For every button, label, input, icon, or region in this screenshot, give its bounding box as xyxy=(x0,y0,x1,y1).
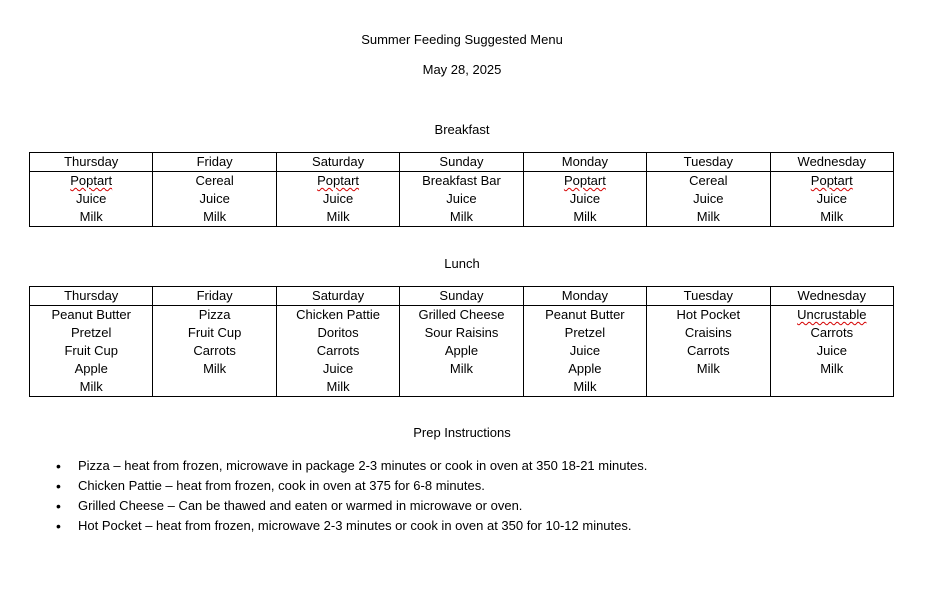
lunch-day-cell xyxy=(30,306,153,397)
menu-item-text: Milk xyxy=(326,379,350,394)
menu-item-text: Juice xyxy=(816,343,847,358)
menu-item-text: Juice xyxy=(569,343,601,358)
lunch-menu-item xyxy=(153,342,275,360)
breakfast-day-cell xyxy=(276,172,399,227)
menu-item-text: Milk xyxy=(696,209,720,224)
breakfast-day-cell xyxy=(523,172,646,227)
breakfast-day-header: Friday xyxy=(153,153,276,172)
lunch-menu-item xyxy=(647,360,769,378)
lunch-day-header: Saturday xyxy=(276,287,399,306)
breakfast-menu-item xyxy=(524,208,646,226)
menu-item-text: Milk xyxy=(203,209,227,224)
menu-item-text: Milk xyxy=(203,361,227,376)
menu-item-text: Juice xyxy=(322,361,354,376)
lunch-day-cell xyxy=(153,306,276,397)
lunch-menu-item xyxy=(30,306,152,324)
menu-item-text: Grilled Cheese xyxy=(418,307,505,322)
lunch-table xyxy=(29,286,894,397)
menu-item-text: Juice xyxy=(76,191,107,206)
breakfast-menu-item xyxy=(647,208,769,226)
lunch-day-header: Sunday xyxy=(400,287,523,306)
breakfast-menu-item xyxy=(400,208,522,226)
menu-item-text: Pretzel xyxy=(70,325,112,340)
lunch-menu-item xyxy=(771,360,893,378)
lunch-day-header: Friday xyxy=(153,287,276,306)
lunch-day-cell xyxy=(523,306,646,397)
lunch-menu-item xyxy=(30,342,152,360)
menu-item-text: Breakfast Bar xyxy=(422,173,501,188)
lunch-menu-item xyxy=(771,306,893,324)
breakfast-menu-item xyxy=(30,172,152,190)
breakfast-menu-item xyxy=(771,172,893,190)
menu-item-text: Apple xyxy=(444,343,479,358)
lunch-menu-item xyxy=(277,342,399,360)
prep-instruction-item: • Chicken Pattie – heat from frozen, cook in oven at 375 for 6-8 minutes. xyxy=(56,476,647,496)
breakfast-heading: Breakfast xyxy=(434,122,490,137)
breakfast-day-header: Tuesday xyxy=(647,153,770,172)
breakfast-table xyxy=(29,152,894,227)
menu-item-text: Carrots xyxy=(193,343,236,358)
menu-item-text: Poptart xyxy=(70,173,113,188)
lunch-menu-item xyxy=(524,378,646,396)
breakfast-day-header: Saturday xyxy=(276,153,399,172)
menu-item-text: Juice xyxy=(816,191,847,206)
breakfast-day-header: Wednesday xyxy=(770,153,893,172)
breakfast-menu-item xyxy=(647,172,769,190)
lunch-menu-item xyxy=(524,306,646,324)
lunch-menu-item xyxy=(277,378,399,396)
breakfast-items-row xyxy=(30,172,894,227)
lunch-menu-item xyxy=(277,306,399,324)
menu-item-text: Juice xyxy=(199,191,230,206)
lunch-menu-item xyxy=(30,360,152,378)
lunch-day-header: Thursday xyxy=(30,287,153,306)
menu-item-text: Milk xyxy=(820,209,844,224)
menu-item-text: Juice xyxy=(693,191,724,206)
breakfast-menu-item xyxy=(771,190,893,208)
menu-item-text: Milk xyxy=(696,361,720,376)
breakfast-menu-item xyxy=(277,208,399,226)
menu-item-text: Milk xyxy=(449,361,474,376)
lunch-day-header: Wednesday xyxy=(770,287,893,306)
menu-item-text: Sour Raisins xyxy=(424,325,499,340)
menu-item-text: Doritos xyxy=(317,325,359,340)
menu-item-text: Cereal xyxy=(689,173,728,188)
menu-item-text: Juice xyxy=(569,191,601,206)
breakfast-day-cell xyxy=(30,172,153,227)
menu-item-text: Peanut Butter xyxy=(545,307,625,322)
breakfast-day-header: Monday xyxy=(523,153,646,172)
breakfast-day-cell xyxy=(770,172,893,227)
breakfast-day-cell xyxy=(647,172,770,227)
lunch-menu-item xyxy=(400,324,522,342)
menu-item-text: Poptart xyxy=(317,173,360,188)
menu-item-text: Craisins xyxy=(684,325,732,340)
menu-item-text: Hot Pocket xyxy=(676,307,741,322)
prep-heading: Prep Instructions xyxy=(413,425,511,440)
breakfast-menu-item xyxy=(400,190,522,208)
lunch-menu-item xyxy=(30,378,152,396)
breakfast-menu-item xyxy=(30,208,152,226)
menu-item-text: Pizza xyxy=(198,307,231,322)
document-title: Summer Feeding Suggested Menu xyxy=(361,32,563,47)
menu-item-text: Poptart xyxy=(563,173,606,188)
prep-instruction-item: • Pizza – heat from frozen, microwave in package 2-3 minutes or cook in oven at 350 18-21 minutes. xyxy=(56,456,647,476)
lunch-menu-item xyxy=(524,324,646,342)
lunch-heading: Lunch xyxy=(444,256,480,271)
breakfast-menu-item xyxy=(400,172,522,190)
breakfast-menu-item xyxy=(153,190,275,208)
breakfast-menu-item xyxy=(153,172,275,190)
lunch-menu-item xyxy=(400,306,522,324)
prep-instructions-list xyxy=(56,456,647,536)
prep-instruction-item: • Grilled Cheese – Can be thawed and eaten or warmed in microwave or oven. xyxy=(56,496,647,516)
menu-item-text: Poptart xyxy=(810,173,853,188)
lunch-menu-item xyxy=(153,324,275,342)
menu-item-text: Peanut Butter xyxy=(51,307,131,322)
lunch-menu-item xyxy=(30,324,152,342)
menu-item-text: Apple xyxy=(74,361,108,376)
menu-item-text: Chicken Pattie xyxy=(296,307,380,322)
lunch-menu-item xyxy=(153,360,275,378)
breakfast-menu-item xyxy=(524,172,646,190)
document-date: May 28, 2025 xyxy=(422,62,502,77)
lunch-day-cell xyxy=(770,306,893,397)
lunch-day-cell xyxy=(276,306,399,397)
lunch-menu-item xyxy=(524,342,646,360)
breakfast-day-cell xyxy=(153,172,276,227)
breakfast-menu-item xyxy=(153,208,275,226)
menu-item-text: Juice xyxy=(322,191,354,206)
lunch-day-header: Monday xyxy=(523,287,646,306)
menu-item-text: Apple xyxy=(568,361,602,376)
lunch-menu-item xyxy=(524,360,646,378)
lunch-menu-item xyxy=(400,342,522,360)
menu-item-text: Milk xyxy=(573,209,597,224)
lunch-day-header: Tuesday xyxy=(647,287,770,306)
breakfast-menu-item xyxy=(30,190,152,208)
lunch-items-row xyxy=(30,306,894,397)
lunch-menu-item xyxy=(771,342,893,360)
menu-item-text: Uncrustable xyxy=(797,307,867,322)
lunch-menu-item xyxy=(400,360,522,378)
lunch-menu-item xyxy=(153,306,275,324)
breakfast-menu-item xyxy=(524,190,646,208)
menu-item-text: Milk xyxy=(79,209,103,224)
lunch-menu-item xyxy=(277,360,399,378)
menu-item-text: Carrots xyxy=(687,343,730,358)
menu-item-text: Juice xyxy=(446,191,477,206)
breakfast-menu-item xyxy=(277,190,399,208)
breakfast-day-header: Sunday xyxy=(400,153,523,172)
breakfast-header-row xyxy=(30,153,894,172)
breakfast-day-cell xyxy=(400,172,523,227)
menu-item-text: Milk xyxy=(79,379,103,394)
lunch-menu-item xyxy=(771,324,893,342)
menu-item-text: Fruit Cup xyxy=(64,343,118,358)
prep-instruction-item: • Hot Pocket – heat from frozen, microwave 2-3 minutes or cook in oven at 350 for 10-12 minutes. xyxy=(56,516,647,536)
lunch-menu-item xyxy=(647,306,769,324)
lunch-day-cell xyxy=(400,306,523,397)
menu-item-text: Milk xyxy=(326,209,350,224)
menu-item-text: Pretzel xyxy=(564,325,606,340)
lunch-menu-item xyxy=(277,324,399,342)
menu-item-text: Milk xyxy=(820,361,844,376)
breakfast-menu-item xyxy=(647,190,769,208)
lunch-menu-item xyxy=(647,342,769,360)
breakfast-day-header: Thursday xyxy=(30,153,153,172)
menu-item-text: Cereal xyxy=(195,173,234,188)
breakfast-menu-item xyxy=(771,208,893,226)
lunch-day-cell xyxy=(647,306,770,397)
menu-item-text: Fruit Cup xyxy=(187,325,242,340)
menu-item-text: Milk xyxy=(573,379,597,394)
breakfast-menu-item xyxy=(277,172,399,190)
menu-item-text: Carrots xyxy=(316,343,360,358)
lunch-header-row xyxy=(30,287,894,306)
menu-item-text: Carrots xyxy=(810,325,854,340)
lunch-menu-item xyxy=(647,324,769,342)
menu-item-text: Milk xyxy=(449,209,474,224)
